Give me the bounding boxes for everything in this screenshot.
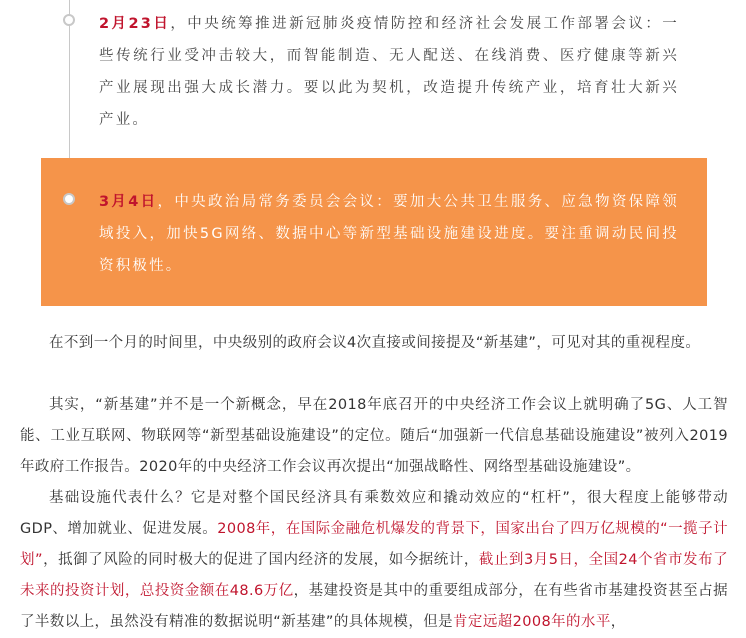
timeline-dot: [63, 193, 75, 205]
highlight-text: 2008年，在国际金融危机爆发的背景下，国家出台了四万亿规模的“一揽子计划”: [20, 521, 728, 568]
entry-date: 2月23日: [99, 16, 171, 32]
paragraph-background: 其实，“新基建”并不是一个新概念，早在2018年底召开的中央经济工作会议上就明确了5G、人工智能、工业互联网、物联网等“新型基础设施建设”的定位。随后“加强新一代信息基础设施建设”被列入2019年政府工作报告。2020年的中央经济工作会议再次提出“加强战略性、网络型基础设施建设”。: [20, 397, 728, 475]
text-run: ，: [610, 614, 626, 630]
highlight-text: 肯定远超2008年的水平: [453, 614, 611, 630]
timeline-entry-mar4: [99, 186, 679, 282]
text-run: ，基建投资是其中的重要组成部分，在有些省市基建投资甚至占据了半数以上，虽然没有精准的数据说明“新基建”的具体规模，但是: [20, 583, 728, 630]
paragraph-summary: 在不到一个月的时间里，中央级别的政府会议4次直接或间接提及“新基建”，可见对其的重视程度。: [49, 335, 701, 351]
text-run: ，抵御了风险的同时极大的促进了国内经济的发展，如今据统计，: [42, 552, 479, 568]
text-run: 基础设施代表什么？它是对整个国民经济具有乘数效应和撬动效应的“杠杆”，很大程度上能够带动GDP、增加就业、促进发展。: [20, 490, 728, 537]
entry-text: ，中央统筹推进新冠肺炎疫情防控和经济社会发展工作部署会议：一些传统行业受冲击较大，而智能制造、无人配送、在线消费、医疗健康等新兴产业展现出强大成长潜力。要以此为契机，改造提升传统产业，培育壮大新兴产业。: [99, 16, 679, 128]
timeline-dot: [63, 14, 75, 26]
timeline-entry-feb23: [99, 8, 679, 136]
entry-date: 3月4日: [99, 194, 158, 210]
highlight-text: 截止到3月5日，全国24个省市发布了未来的投资计划，总投资金额在48.6万亿: [20, 552, 729, 599]
entry-text: ，中央政治局常务委员会会议：要加大公共卫生服务、应急物资保障领域投入，加快5G网络、数据中心等新型基础设施建设进度。要注重调动民间投资积极性。: [99, 194, 680, 274]
paragraph-infrastructure: [20, 483, 728, 638]
